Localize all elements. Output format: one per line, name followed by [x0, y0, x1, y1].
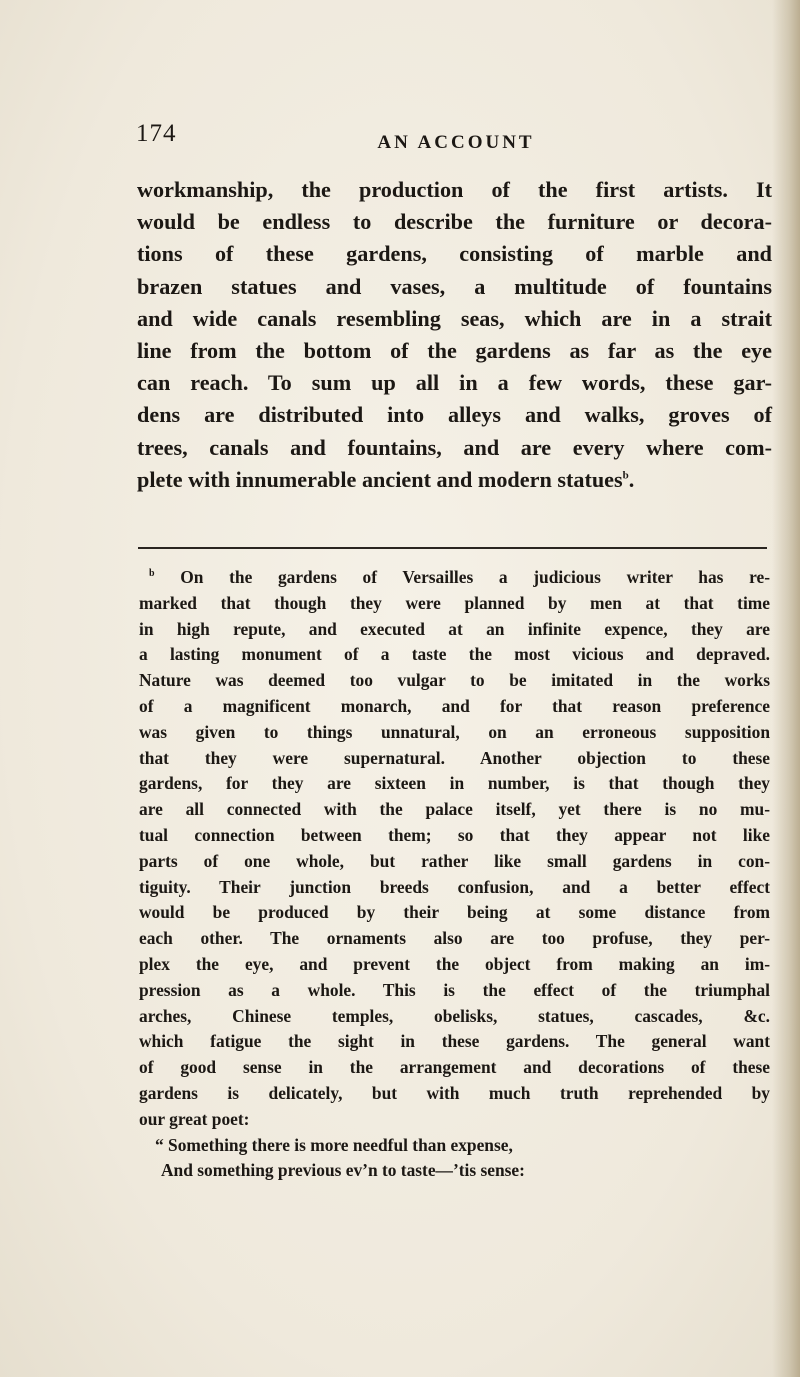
- footnote: [139, 565, 770, 1184]
- running-title: AN ACCOUNT: [377, 132, 535, 153]
- footnote-line: would be produced by their being at some distance from: [139, 902, 770, 923]
- footnote-line: our great poet:: [139, 1108, 250, 1129]
- body-line: can reach. To sum up all in a few words, these gar-: [137, 370, 772, 396]
- footnote-line: that they were supernatural. Another objection to these: [139, 747, 770, 768]
- footnote-line: pression as a whole. This is the effect of the triumphal: [139, 979, 770, 1000]
- body-line: trees, canals and fountains, and are every where com-: [137, 434, 772, 460]
- footnote-line: which fatigue the sight in these gardens. The general want: [139, 1031, 770, 1052]
- footnote-line-first: [139, 565, 770, 591]
- quote-line: And something previous ev’n to taste—’tis sense:: [161, 1160, 525, 1181]
- footnote-line: of a magnificent monarch, and for that reason preference: [139, 695, 770, 716]
- body-line: and wide canals resembling seas, which are in a strait: [137, 305, 772, 331]
- footnote-line: tiguity. Their junction breeds confusion, and a better effect: [139, 876, 770, 897]
- footnote-marker: b: [149, 568, 155, 580]
- footnote-line: marked that though they were planned by men at that time: [139, 592, 770, 613]
- page-number: 174: [136, 120, 177, 147]
- footnote-line: of good sense in the arrangement and decorations of these: [139, 1057, 770, 1078]
- footnote-line: plex the eye, and prevent the object from making an im-: [139, 953, 770, 974]
- body-line: line from the bottom of the gardens as far as the eye: [137, 338, 772, 364]
- footnote-line: a lasting monument of a taste the most vicious and depraved.: [139, 644, 770, 665]
- body-line: would be endless to describe the furniture or decora-: [137, 209, 772, 235]
- footnote-rule: [138, 547, 767, 549]
- footnote-line: are all connected with the palace itself, yet there is no mu-: [139, 799, 770, 820]
- body-line: dens are distributed into alleys and walks, groves of: [137, 402, 772, 428]
- running-head: [136, 120, 776, 160]
- footnote-line: each other. The ornaments also are too profuse, they per-: [139, 928, 770, 949]
- footnote-line: Nature was deemed too vulgar to be imitated in the works: [139, 670, 770, 691]
- body-last-line-text: plete with innumerable ancient and modern statues: [137, 466, 623, 492]
- footnote-line: gardens is delicately, but with much truth reprehended by: [139, 1082, 770, 1103]
- footnote-line: tual connection between them; so that they appear not like: [139, 824, 770, 845]
- body-line-end: .: [628, 466, 635, 492]
- footnote-line: arches, Chinese temples, obelisks, statues, cascades, &c.: [139, 1005, 770, 1026]
- quote-line: “ Something there is more needful than expense,: [155, 1134, 513, 1155]
- footnote-line: parts of one whole, but rather like small gardens in con-: [139, 850, 770, 871]
- footnote-line: was given to things unnatural, on an erroneous supposition: [139, 721, 770, 742]
- body-line: workmanship, the production of the first artists. It: [137, 177, 772, 202]
- page-edge-shadow: [772, 0, 800, 1377]
- footnote-reference[interactable]: b: [622, 469, 629, 482]
- body-line: brazen statues and vases, a multitude of fountains: [137, 273, 772, 299]
- main-paragraph: [137, 174, 772, 496]
- body-line-last: [137, 464, 772, 496]
- footnote-line: On the gardens of Versailles a judicious writer has re-: [180, 567, 770, 587]
- body-line: tions of these gardens, consisting of marble and: [137, 241, 772, 267]
- footnote-line: gardens, for they are sixteen in number, is that though they: [139, 773, 770, 794]
- footnote-line: in high repute, and executed at an infinite expence, they are: [139, 618, 770, 639]
